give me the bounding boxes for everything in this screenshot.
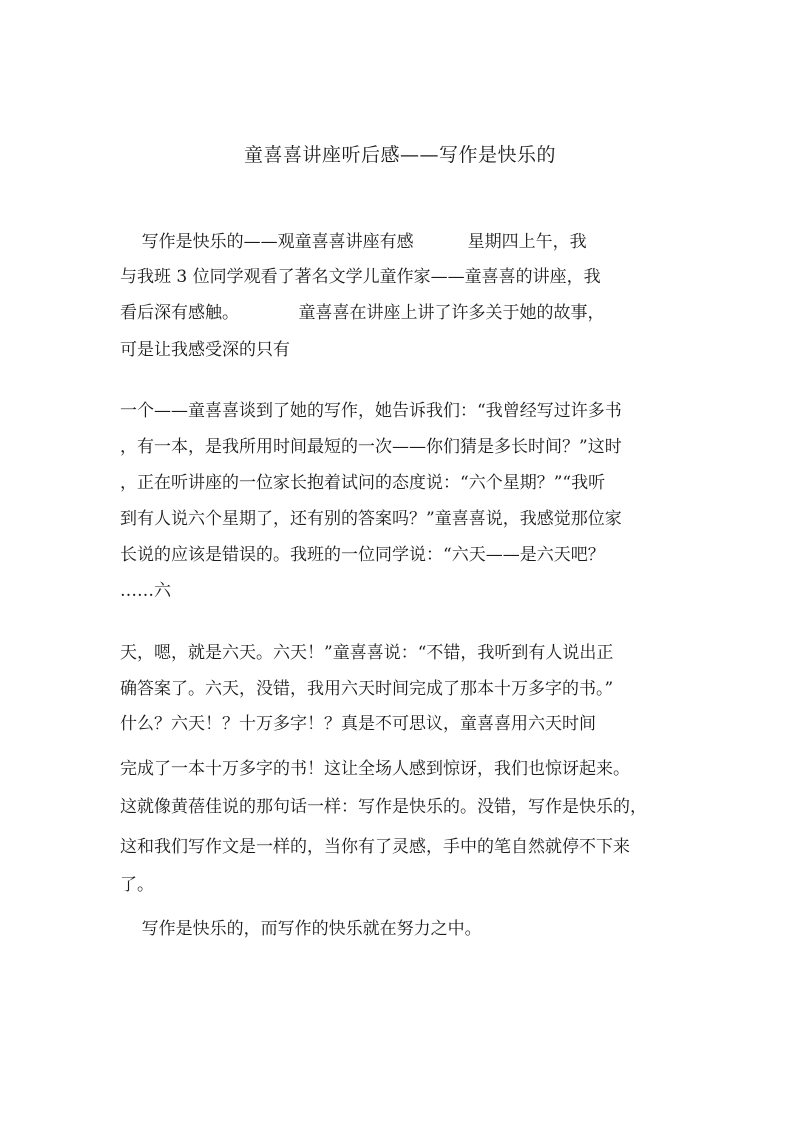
text-line: 完成了一本十万多字的书！这让全场人感到惊讶，我们也惊讶起来。 [120, 759, 630, 779]
text-line: 了。 [120, 875, 154, 895]
text-line: 写作是快乐的，而写作的快乐就在努力之中。 [120, 919, 482, 939]
text-line: 一个——童喜喜谈到了她的写作，她告诉我们：“我曾经写过许多书 [120, 401, 622, 421]
text-line: ……六 [120, 581, 171, 601]
text-line: ，正在听讲座的一位家长抱着试问的态度说：“六个星期？”“我听 [120, 473, 606, 493]
text-line: ，有一本，是我所用时间最短的一次——你们猜是多长时间？”这时 [120, 437, 622, 457]
text-line: 写作是快乐的——观童喜喜讲座有感 星期四上午，我 [120, 232, 587, 252]
text-line: 看后深有感触。 童喜喜在讲座上讲了许多关于她的故事， [120, 303, 605, 323]
text-line: 这就像黄蓓佳说的那句话一样：写作是快乐的。没错，写作是快乐的， [120, 797, 647, 817]
text-line: 可是让我感受深的只有 [120, 340, 290, 360]
text-line: 什么？六天！？十万多字！？真是不可思议，童喜喜用六天时间 [120, 714, 596, 734]
text-line: 到有人说六个星期了，还有别的答案吗？”童喜喜说，我感觉那位家 [120, 509, 622, 529]
text-line: 与我班 3 位同学观看了著名文学儿童作家——童喜喜的讲座，我 [120, 267, 601, 287]
text-line: 长说的应该是错误的。我班的一位同学说：“六天——是六天吧？ [120, 545, 605, 565]
text-line: 天，嗯，就是六天。六天！”童喜喜说：“不错，我听到有人说出正 [120, 643, 614, 663]
text-line: 确答案了。六天，没错，我用六天时间完成了那本十万多字的书。” [120, 679, 614, 699]
document-title: 童喜喜讲座听后感——写作是快乐的 [243, 144, 556, 166]
text-line: 这和我们写作文是一样的，当你有了灵感，手中的笔自然就停不下来 [120, 837, 630, 857]
